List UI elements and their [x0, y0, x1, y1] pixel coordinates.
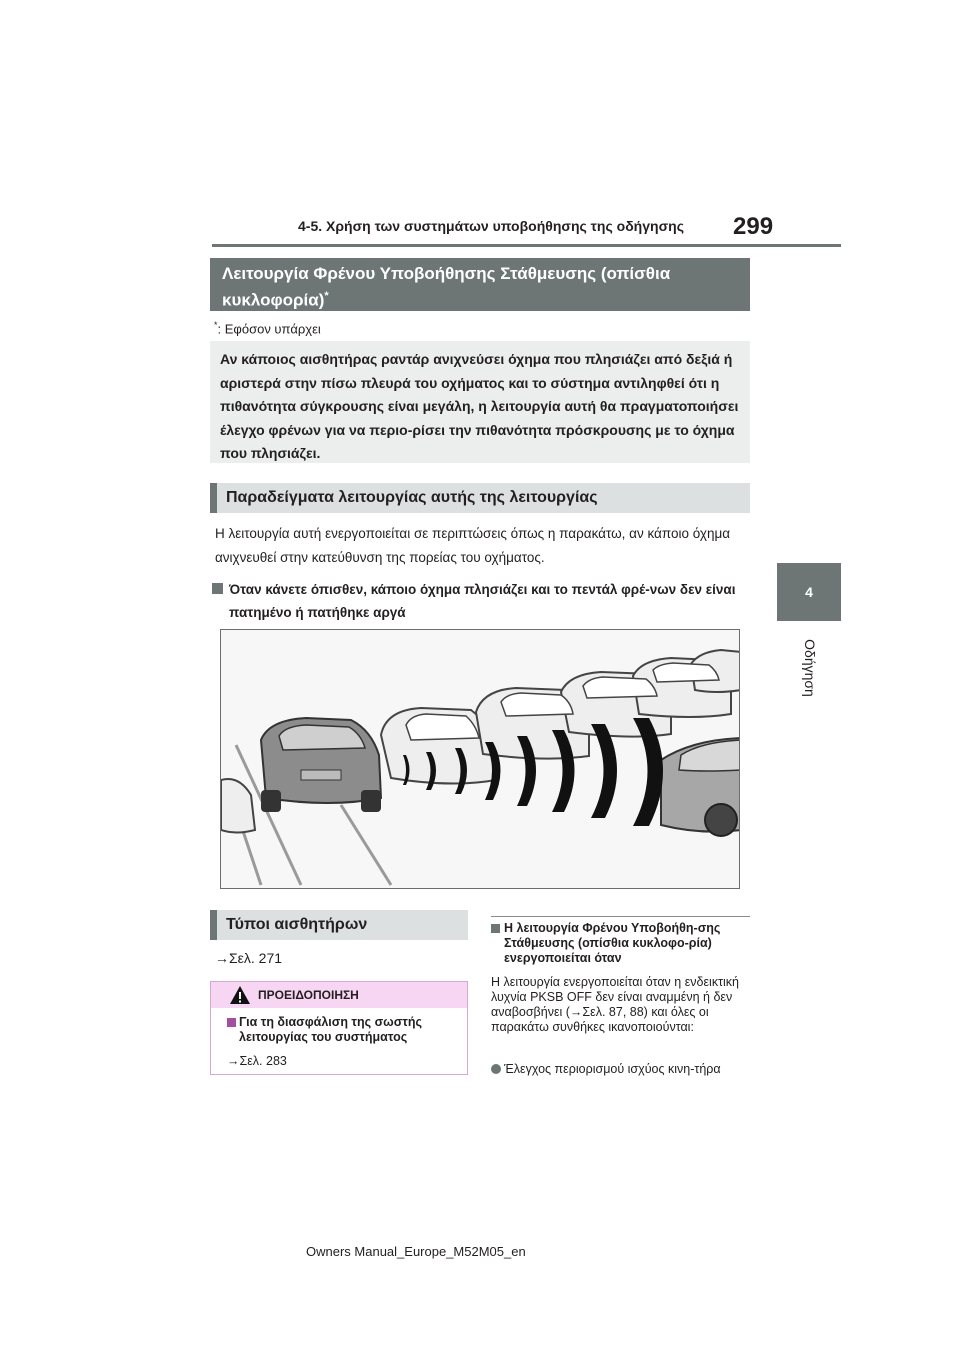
warning-subheading: Για τη διασφάλιση της σωστής λειτουργίας του συστήματος	[227, 1015, 463, 1045]
page-title-text: Λειτουργία Φρένου Υποβοήθησης Στάθμευσης (οπίσθια κυκλοφορία)	[222, 264, 671, 310]
right-column-rule	[491, 916, 750, 917]
warning-header	[211, 982, 467, 1008]
approaching-vehicle	[661, 738, 740, 836]
activation-body: Η λειτουργία ενεργοποιείται όταν η ενδεικτική λυχνία PKSB OFF δεν είναι αναμμένη ή δεν αναβοσβήνει (→Σελ. 87, 88) και όλες οι παρακάτω συνθήκες ικανοποιούνται:	[491, 975, 739, 1034]
intro-text: Αν κάποιος αισθητήρας ραντάρ ανιχνεύσει όχημα που πλησιάζει από δεξιά ή αριστερά στην πίσω πλευρά του οχήματος και το σύστημα αντιληφθεί ότι η πιθανότητα σύγκρουσης είναι μεγάλη, η λειτουργία αυτή θα πραγματοποιήσει έλεγχο φρένων για να περιο-ρίσει την πιθανότητα πρόσκρουσης με το όχημα που πλησιάζει.	[210, 341, 750, 463]
page-number: 299	[733, 213, 774, 240]
footer-text: Owners Manual_Europe_M52M05_en	[306, 1244, 526, 1259]
footnote-marker: *	[214, 320, 218, 330]
header-rule	[212, 244, 841, 247]
examples-body: Η λειτουργία αυτή ενεργοποιείται σε περιπτώσεις όπως η παρακάτω, αν κάποιο όχημα ανιχνευθεί στην κατεύθυνση της πορείας του οχήματος.	[215, 526, 731, 565]
chapter-label	[780, 632, 840, 704]
warning-box	[210, 981, 468, 1075]
case-heading: Όταν κάνετε όπισθεν, κάποιο όχημα πλησιάζει και το πεντάλ φρέ-νων δεν είναι πατημένο ή πατήθηκε αργά	[212, 578, 742, 624]
warning-title: ΠΡΟΕΙΔΟΠΟΙΗΣΗ	[258, 988, 359, 1002]
warning-icon	[229, 985, 251, 1005]
section-title: 4-5. Χρήση των συστημάτων υποβοήθησης της οδήγησης	[298, 218, 684, 234]
warning-page-ref[interactable]: →Σελ. 283	[227, 1054, 287, 1068]
parking-illustration	[220, 629, 740, 889]
page-title	[210, 258, 750, 311]
activation-heading: Η λειτουργία Φρένου Υποβοήθη-σης Στάθμευσης (οπίσθια κυκλοφο-ρία) ενεργοποιείται όταν	[491, 921, 753, 966]
title-marker: *	[324, 290, 329, 302]
chapter-tab[interactable]: 4	[777, 563, 841, 621]
sensors-page-ref[interactable]: →Σελ. 271	[215, 950, 283, 966]
sensors-heading: Τύποι αισθητήρων	[210, 910, 468, 940]
examples-heading: Παραδείγματα λειτουργίας αυτής της λειτουργίας	[210, 483, 750, 513]
chapter-label-text: Οδήγηση	[802, 639, 818, 697]
activation-bullet: Έλεγχος περιορισμού ισχύος κινη-τήρα	[491, 1062, 753, 1077]
footnote	[214, 320, 321, 336]
own-vehicle	[261, 718, 381, 812]
footnote-text: : Εφόσον υπάρχει	[217, 321, 321, 337]
parking-scene	[221, 630, 740, 889]
